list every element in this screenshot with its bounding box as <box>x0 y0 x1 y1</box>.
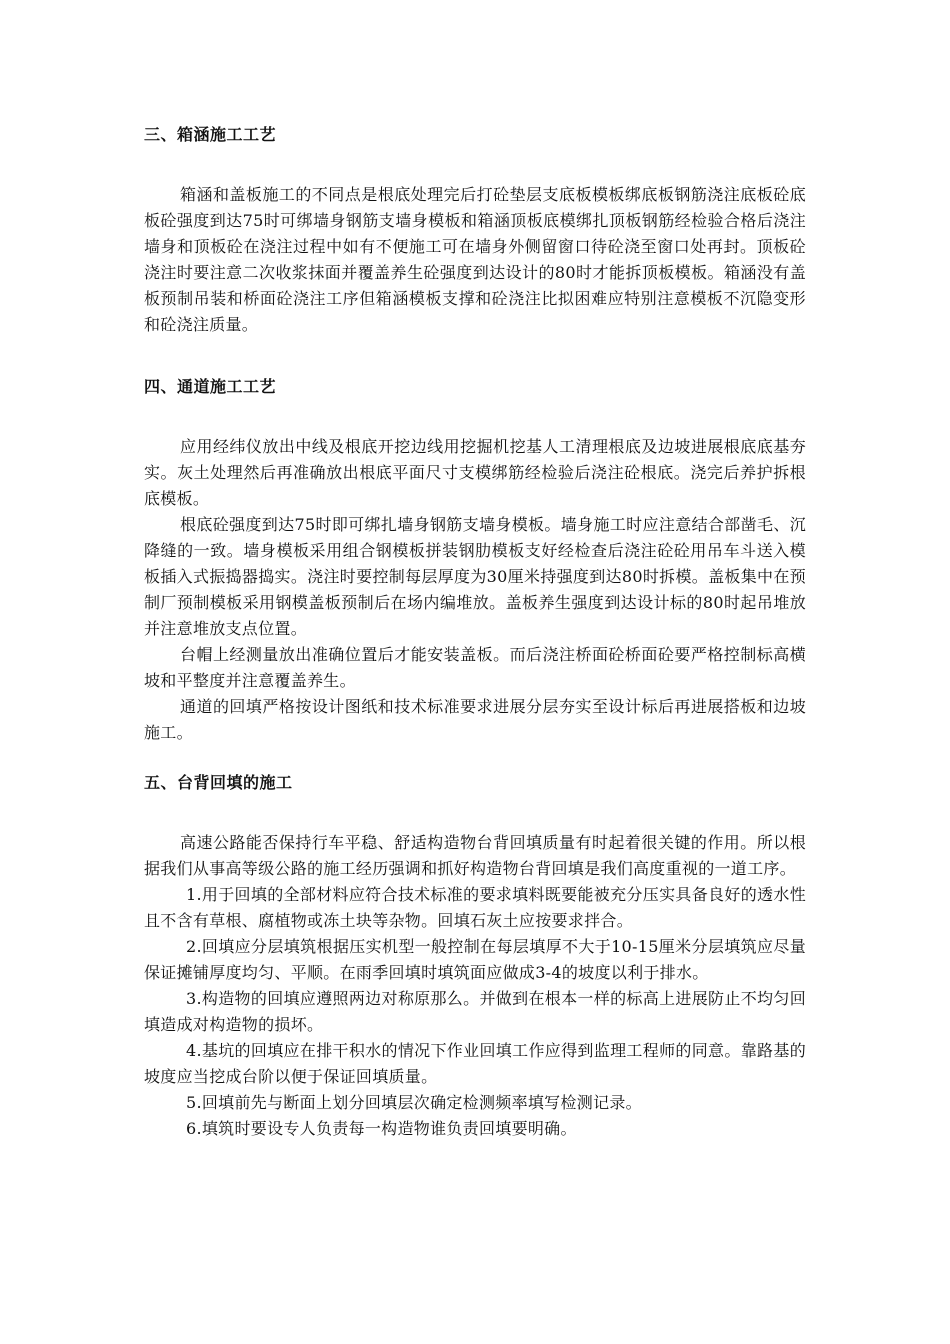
section-heading-passage: 四、通道施工工艺 <box>144 377 277 396</box>
backfill-item-5: 5.回填前先与断面上划分回填层次确定检测频率填写检测记录。 <box>186 1093 642 1112</box>
backfill-item-2: 2.回填应分层填筑根据压实机型一般控制在每层填厚不大于10-15厘米分层填筑应尽量保证摊铺厚度均匀、平顺。在雨季回填时填筑面应做成3-4的坡度以利于排水。 <box>144 937 806 982</box>
section-heading-box-culvert: 三、箱涵施工工艺 <box>144 125 277 144</box>
passage-paragraph-3: 台帽上经测量放出准确位置后才能安装盖板。而后浇注桥面砼桥面砼要严格控制标高横坡和平整度并注意覆盖养生。 <box>144 645 806 690</box>
passage-paragraph-4: 通道的回填严格按设计图纸和技术标准要求进展分层夯实至设计标后再进展搭板和边坡施工。 <box>144 697 806 742</box>
section-heading-abutment-backfill: 五、台背回填的施工 <box>144 773 293 792</box>
backfill-item-4: 4.基坑的回填应在排干积水的情况下作业回填工作应得到监理工程师的同意。靠路基的坡度应当挖成台阶以便于保证回填质量。 <box>144 1041 806 1086</box>
box-culvert-paragraph: 箱涵和盖板施工的不同点是根底处理完后打砼垫层支底板模板绑底板钢筋浇注底板砼底板砼强度到达75时可绑墙身钢筋支墙身模板和箱涵顶板底模绑扎顶板钢筋经检验合格后浇注墙身和顶板砼在浇注过程中如有不便施工可在墙身外侧留窗口待砼浇至窗口处再封。顶板砼浇注时要注意二次收浆抹面并覆盖养生砼强度到达设计的80时才能拆顶板模板。箱涵没有盖板预制吊装和桥面砼浇注工序但箱涵模板支撑和砼浇注比拟困难应特别注意模板不沉隐变形和砼浇注质量。 <box>144 185 806 334</box>
backfill-item-1: 1.用于回填的全部材料应符合技术标准的要求填料既要能被充分压实具备良好的透水性且不含有草根、腐植物或冻土块等杂物。回填石灰土应按要求拌合。 <box>144 885 806 930</box>
backfill-item-6: 6.填筑时要设专人负责每一构造物谁负责回填要明确。 <box>186 1119 577 1138</box>
passage-paragraph-1: 应用经纬仪放出中线及根底开挖边线用挖掘机挖基人工清理根底及边坡进展根底底基夯实。灰土处理然后再准确放出根底平面尺寸支模绑筋经检验后浇注砼根底。浇完后养护拆根底模板。 <box>144 437 806 508</box>
passage-paragraph-2: 根底砼强度到达75时即可绑扎墙身钢筋支墙身模板。墙身施工时应注意结合部凿毛、沉降缝的一致。墙身模板采用组合钢模板拼装钢肋模板支好经检查后浇注砼砼用吊车斗送入模板插入式振捣器捣实。浇注时要控制每层厚度为30厘米持强度到达80时拆模。盖板集中在预制厂预制模板采用钢模盖板预制后在场内编堆放。盖板养生强度到达设计标的80时起吊堆放并注意堆放支点位置。 <box>144 515 806 638</box>
backfill-item-3: 3.构造物的回填应遵照两边对称原那么。并做到在根本一样的标高上进展防止不均匀回填造成对构造物的损坏。 <box>144 989 806 1034</box>
document-body <box>144 122 806 1142</box>
backfill-intro-paragraph: 高速公路能否保持行车平稳、舒适构造物台背回填质量有时起着很关键的作用。所以根据我们从事高等级公路的施工经历强调和抓好构造物台背回填是我们高度重视的一道工序。 <box>144 833 806 878</box>
